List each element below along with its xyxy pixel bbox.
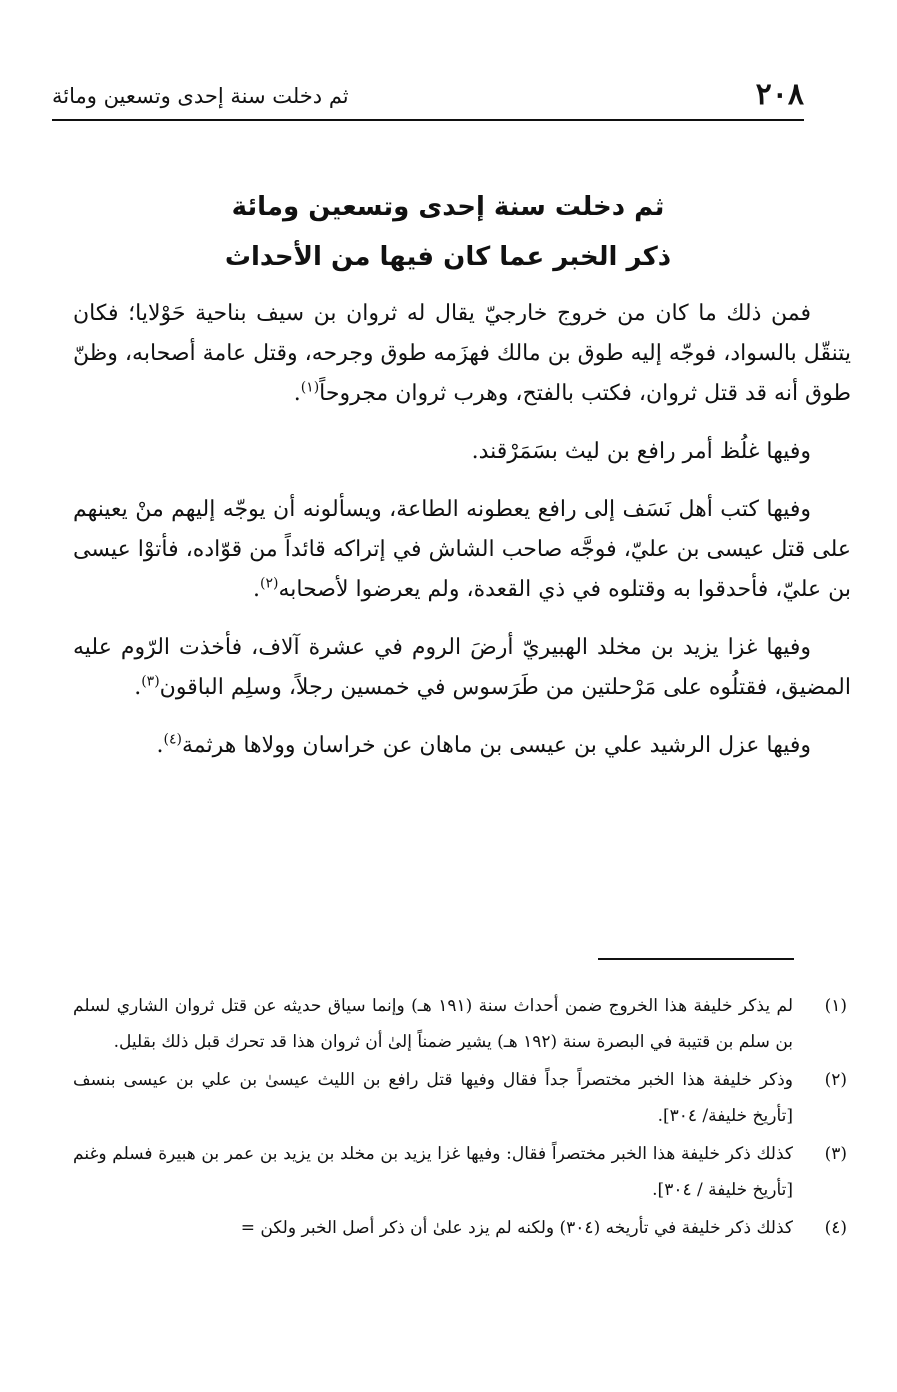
paragraph-text: وفيها كتب أهل نَسَف إلى رافع يعطونه الطاعة، ويسألونه أن يوجّه إليهم منْ يعينهم على قتل عيسى بن عليّ، فوجَّه صاحب الشاش في إتراكه قائداً من قوّاده، فأتوْا عيسى بن عليّ، فأحدقوا به وقتلوه في ذي القعدة، ولم يعرضوا لأصحابه xyxy=(73,497,851,602)
paragraph-text: وفيها غلُظ أمر رافع بن ليث بسَمَرْقند. xyxy=(471,439,811,464)
paragraph-text: فمن ذلك ما كان من خروج خارجيّ يقال له ثروان بن سيف بناحية حَوْلايا؛ فكان يتنقّل بالسواد، فوجّه إليه طوق بن مالك فهزَمه طوق وجرحه، وقتل عامة أصحابه، وظنّ طوق أنه قد قتل ثروان، فكتب بالفتح، وهرب ثروان مجروحاً xyxy=(73,301,851,406)
page-number: ٢٠٨ xyxy=(755,77,804,112)
paragraph-end: . xyxy=(156,733,164,758)
footnote xyxy=(73,1062,851,1134)
chapter-heading: ثم دخلت سنة إحدى وتسعين ومائة xyxy=(231,192,665,222)
footnote-reference[interactable]: (١) xyxy=(300,379,320,396)
footnote-reference[interactable]: (٤) xyxy=(163,731,182,748)
footnote xyxy=(73,988,851,1060)
footnote-rule xyxy=(598,958,794,960)
footnote-number: (٢) xyxy=(824,1070,847,1090)
paragraph xyxy=(73,432,851,472)
footnote-number: (١) xyxy=(824,996,847,1016)
paragraph xyxy=(73,726,851,766)
section-heading: ذكر الخبر عما كان فيها من الأحداث xyxy=(224,242,672,272)
footnote-text: وذكر خليفة هذا الخبر مختصراً جداً فقال وفيها قتل رافع بن الليث عيسىٰ بن علي بن عيسى بنسف [تأريخ خليفة/ ٣٠٤]. xyxy=(73,1070,793,1126)
paragraph-text: وفيها غزا يزيد بن مخلد الهبيريّ أرضَ الروم في عشرة آلاف، فأخذت الرّوم عليه المضيق، فقتلُوه على مَرْحلتين من طَرَسوس في خمسين رجلاً، وسلِم الباقون xyxy=(73,635,851,700)
footnote-number: (٤) xyxy=(824,1218,847,1238)
body-text xyxy=(73,294,851,784)
footnote xyxy=(73,1136,851,1208)
footnotes xyxy=(73,988,851,1248)
running-header xyxy=(52,70,804,114)
footnote-text: لم يذكر خليفة هذا الخروج ضمن أحداث سنة (١٩١ هـ) وإنما سياق حديثه عن قتل ثروان الشاري لسلم بن سلم بن قتيبة في البصرة سنة (١٩٢ هـ) يشير ضمناً إلىٰ أن ثروان هذا قد تحرك قبل ذلك بقليل. xyxy=(73,996,793,1052)
footnote-reference[interactable]: (٢) xyxy=(259,575,279,592)
paragraph xyxy=(73,294,851,414)
paragraph xyxy=(73,628,851,708)
footnote-text: كذلك ذكر خليفة هذا الخبر مختصراً فقال: وفيها غزا يزيد بن مخلد بن يزيد بن عمر بن هبيرة فسلم وغنم [تأريخ خليفة / ٣٠٤]. xyxy=(73,1144,793,1200)
header-rule xyxy=(52,119,804,121)
paragraph-end: . xyxy=(252,577,260,602)
footnote-reference[interactable]: (٣) xyxy=(141,673,160,690)
paragraph-text: وفيها عزل الرشيد علي بن عيسى بن ماهان عن خراسان وولاها هرثمة xyxy=(181,733,811,758)
footnote xyxy=(73,1210,851,1246)
paragraph-end: . xyxy=(293,381,301,406)
paragraph xyxy=(73,490,851,610)
running-title: ثم دخلت سنة إحدى وتسعين ومائة xyxy=(52,84,349,108)
footnote-number: (٣) xyxy=(824,1144,847,1164)
paragraph-end: . xyxy=(134,675,142,700)
footnote-text: كذلك ذكر خليفة في تأريخه (٣٠٤) ولكنه لم يزد علىٰ أن ذكر أصل الخبر ولكن = xyxy=(240,1218,793,1238)
